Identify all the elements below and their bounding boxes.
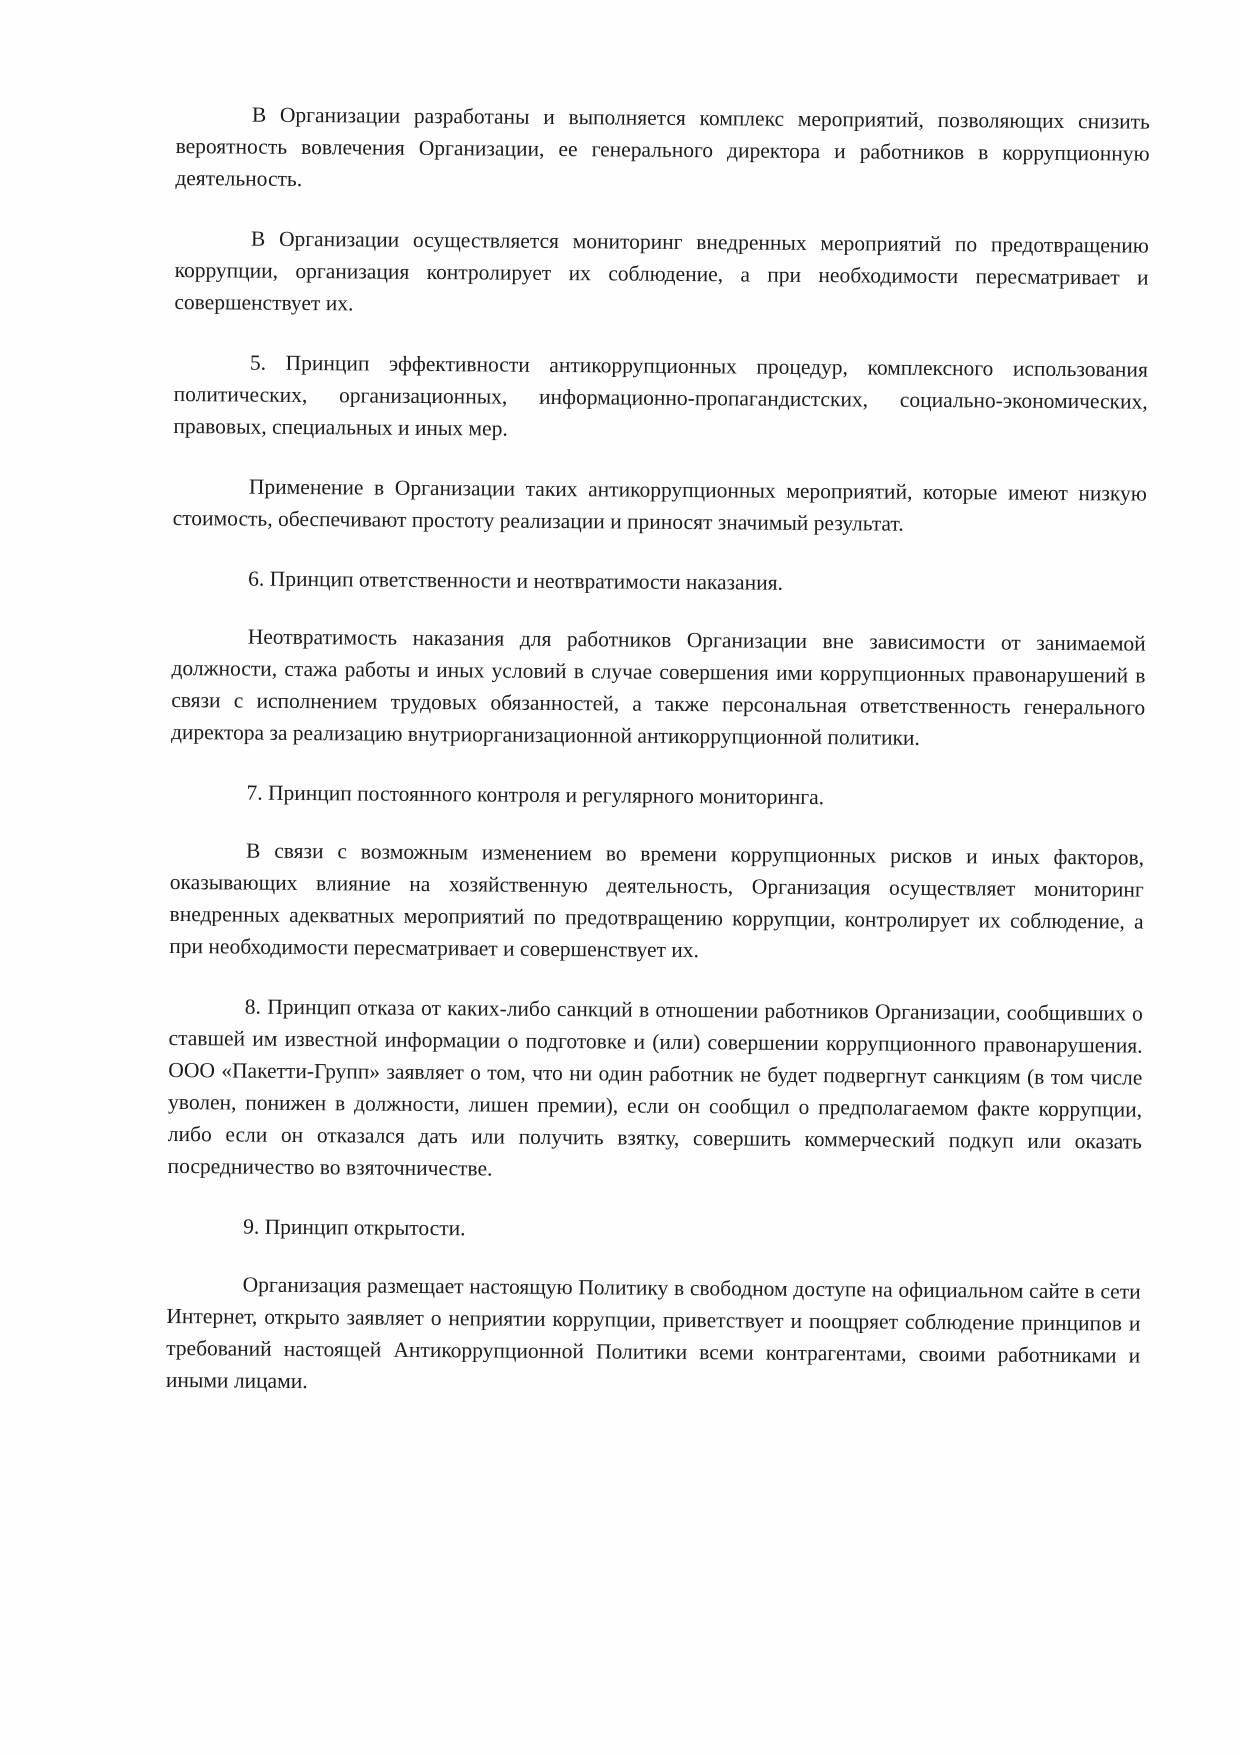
- paragraph-inevitability-of-punishment: Неотвратимость наказания для работников Организации вне зависимости от занимаемой должности, стажа работы и иных условий в случае совершения ими коррупционных правонарушений в связи с исполнением трудовых обязанностей, а также персональная ответственность генерального директора за реализацию внутриорганизационной антикоррупционной политики.: [170, 624, 1146, 750]
- paragraph-monitoring: В Организации осуществляется мониторинг внедренных мероприятий по предотвращению коррупции, организация контролирует их соблюдение, а при необходимости пересматривает и совершенствует их.: [174, 226, 1149, 316]
- paragraph-low-cost-measures: Применение в Организации таких антикоррупционных мероприятий, которые имеют низкую стоимость, обеспечивают простоту реализации и приносят значимый результат.: [172, 474, 1148, 536]
- document-body: [166, 98, 1150, 1404]
- paragraph-measures-complex: В Организации разработаны и выполняется комплекс мероприятий, позволяющих снизить вероятность вовлечения Организации, ее генерального директора и работников в коррупционную деятельность.: [175, 102, 1150, 191]
- principle-6-heading: 6. Принцип ответственности и неотвратимости наказания.: [248, 566, 784, 595]
- principle-8-paragraph: 8. Принцип отказа от каких-либо санкций в отношении работников Организации, сообщивших о ставшей им известной информации о подготовке и (или) совершении коррупционного правонарушения. ООО «Пакетти-Групп» заявляет о том, что ни один работник не будет подвергнут санкциям (в том числе уволен, понижен в должности, лишен премии), если он сообщил о предполагаемом факте коррупции, либо если он отказался дать или получить взятку, совершить коммерческий подкуп или оказать посредничество во взяточничестве.: [167, 994, 1143, 1181]
- paragraph-openness: Организация размещает настоящую Политику в свободном доступе на официальном сайте в сети Интернет, открыто заявляет о неприятии коррупции, приветствует и поощряет соблюдение принципов и требований настоящей Антикоррупционной Политики всеми контрагентами, своими работниками и иными лицами.: [165, 1272, 1141, 1394]
- principle-7-heading: 7. Принцип постоянного контроля и регулярного мониторинга.: [246, 780, 825, 810]
- principle-5-heading: 5. Принцип эффективности антикоррупционных процедур, комплексного использования политических, организационных, информационно-пропагандистских, социально-экономических, правовых, специальных и иных мер.: [173, 350, 1148, 441]
- paragraph-continuous-monitoring: В связи с возможным изменением во времени коррупционных рисков и иных факторов, оказывающих влияние на хозяйственную деятельность, Организация осуществляет мониторинг внедренных адекватных мероприятий по предотвращению коррупции, контролирует их соблюдение, а при необходимости пересматривает и совершенствует их.: [169, 838, 1145, 963]
- principle-9-heading: 9. Принцип открытости.: [243, 1214, 466, 1241]
